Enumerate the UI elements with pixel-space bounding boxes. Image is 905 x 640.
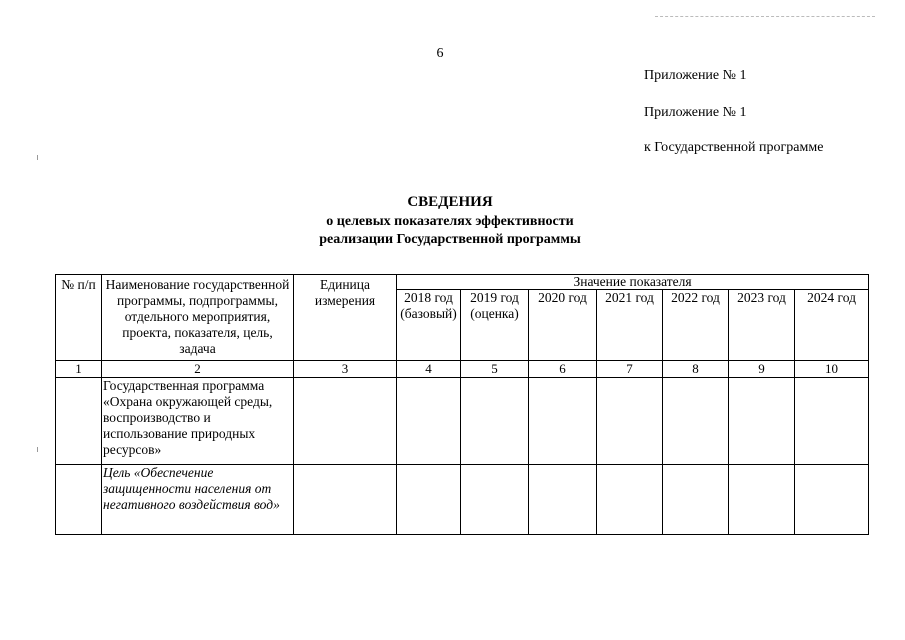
header-value: Значение показателя: [397, 275, 869, 290]
document-subtitle: реализации Государственной программы: [319, 232, 581, 247]
row-unit: [294, 378, 397, 465]
value-cell: [529, 378, 597, 465]
header-year: 2022 год: [663, 290, 729, 361]
column-index: 7: [597, 361, 663, 378]
value-cell: [795, 378, 869, 465]
page-number: 6: [436, 46, 444, 61]
column-index: 10: [795, 361, 869, 378]
appendix-reference: к Государственной программе: [644, 140, 824, 155]
header-year: 2018 год (базовый): [397, 290, 461, 361]
header-num: № п/п: [56, 275, 102, 361]
column-index: 8: [663, 361, 729, 378]
scan-artifact-line: [655, 16, 875, 17]
column-index: 4: [397, 361, 461, 378]
scan-artifact-mark: [37, 155, 38, 160]
table-row: [56, 465, 869, 535]
appendix-label: Приложение № 1: [644, 68, 747, 83]
value-cell: [663, 465, 729, 535]
table-row: [56, 378, 869, 465]
document-subtitle: о целевых показателях эффективности: [326, 214, 574, 229]
value-cell: [529, 465, 597, 535]
value-cell: [461, 465, 529, 535]
appendix-label: Приложение № 1: [644, 105, 747, 120]
header-year: 2023 год: [729, 290, 795, 361]
indicators-table: [55, 274, 869, 535]
row-program-name: Государственная программа «Охрана окружающей среды, воспроизводство и использование природных ресурсов»: [102, 378, 294, 465]
header-unit: Единица измерения: [294, 275, 397, 361]
header-year: 2024 год: [795, 290, 869, 361]
value-cell: [461, 378, 529, 465]
row-goal-name: Цель «Обеспечение защищенности населения от негативного воздействия вод»: [102, 465, 294, 535]
header-name: Наименование государственной программы, подпрограммы, отдельного мероприятия, проекта, показателя, цель, задача: [102, 275, 294, 361]
value-cell: [597, 378, 663, 465]
column-index: 5: [461, 361, 529, 378]
row-unit: [294, 465, 397, 535]
value-cell: [397, 378, 461, 465]
document-title: СВЕДЕНИЯ: [407, 194, 493, 210]
header-row: [56, 275, 869, 290]
header-year: 2021 год: [597, 290, 663, 361]
header-year: 2019 год (оценка): [461, 290, 529, 361]
scan-artifact-mark: [37, 447, 38, 452]
column-index: 1: [56, 361, 102, 378]
value-cell: [795, 465, 869, 535]
row-num: [56, 465, 102, 535]
value-cell: [597, 465, 663, 535]
column-index: 2: [102, 361, 294, 378]
row-num: [56, 378, 102, 465]
column-index: 6: [529, 361, 597, 378]
value-cell: [663, 378, 729, 465]
value-cell: [397, 465, 461, 535]
header-year: 2020 год: [529, 290, 597, 361]
value-cell: [729, 378, 795, 465]
column-index: 3: [294, 361, 397, 378]
value-cell: [729, 465, 795, 535]
column-index-row: [56, 361, 869, 378]
column-index: 9: [729, 361, 795, 378]
